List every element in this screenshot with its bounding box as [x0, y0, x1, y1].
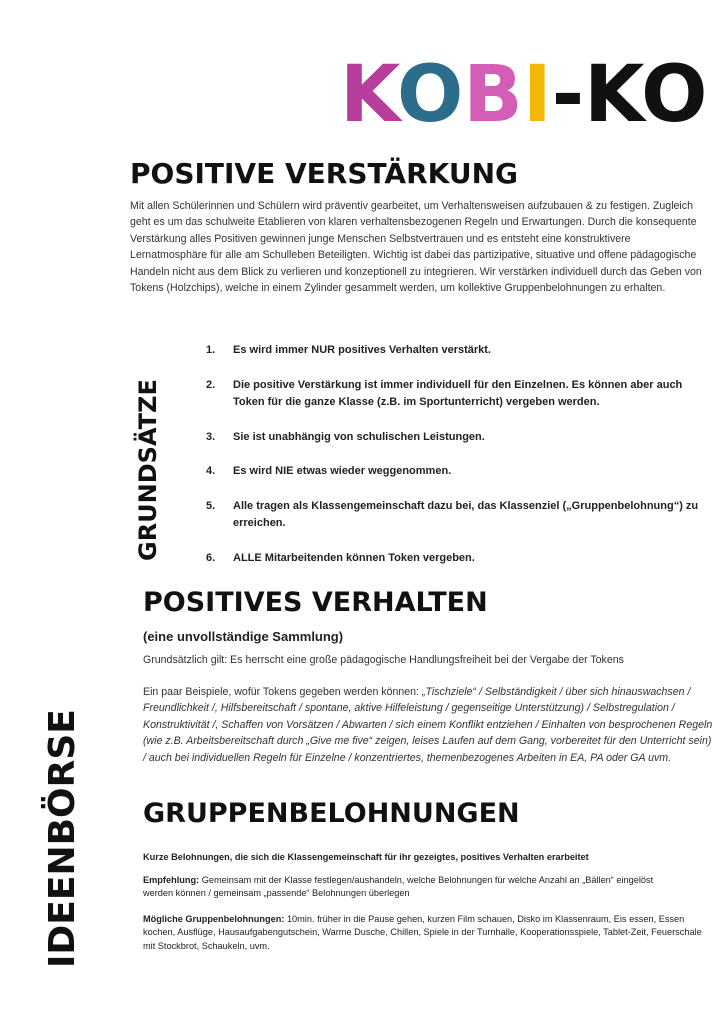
empfehlung-text: Gemeinsam mit der Klasse festlegen/aushandeln, welche Belohnungen für welche Anzahl an „Bällen“ eingelöst werden können / gemeinsam „passende“ Belohnungen überlegen [143, 875, 654, 899]
positive-verstaerkung-heading: POSITIVE VERSTÄRKUNG [130, 157, 519, 190]
list-number: 4. [206, 465, 216, 477]
grundsaetze-vertical-label: GRUNDSÄTZE [134, 379, 162, 561]
gruppenbelohnungen-heading: GRUPPENBELOHNUNGEN [143, 798, 520, 829]
positive-verstaerkung-text: Mit allen Schülerinnen und Schülern wird präventiv gearbeitet, um Verhaltensweisen aufzubauen & zu festigen. Zugleich geht es um das schulweite Etablieren von klaren verhaltensbezogenen Regeln und Erwartungen. Durch die konsequente Verstärkung alles Positiven gewinnen junge Menschen Selbstvertrauen und es entsteht eine konstruktivere Lernatmosphäre für alle am Schulleben Beteiligten. Wichtig ist dabei das partizipative, situative und offene pädagogische Handeln nicht aus dem Blick zu verlieren und konzeptionell zu integrieren. Wir verstärken individuell durch das Geben von Tokens (Holzchips), welche in einem Zylinder gesammelt werden, um kollektive Gruppenbelohnungen zu erhalten. [130, 200, 702, 295]
moegliche-label: Mögliche Gruppenbelohnungen: [143, 914, 285, 924]
list-number: 5. [206, 499, 216, 512]
ideenboerse-vertical-label: IDEENBÖRSE [42, 709, 83, 968]
list-number: 2. [206, 378, 216, 391]
list-text: Sie ist unabhängig von schulischen Leistungen. [233, 430, 485, 443]
list-item [200, 377, 715, 412]
examples-lead: Ein paar Beispiele, wofür Tokens gegeben werden können: [143, 686, 420, 698]
logo-letter: O [396, 50, 464, 140]
kobi-ko-logo [340, 50, 708, 140]
positives-verhalten-subtitle: (eine unvollständige Sammlung) [143, 629, 344, 644]
list-text: Es wird NIE etwas wieder weggenommen. [233, 465, 452, 477]
grundsaetze-list [200, 342, 715, 567]
examples-text: „Tischziele“ / Selbständigkeit / über sich hinauswachsen / Freundlichkeit /, Hilfsbereitschaft / spontane, aktive Hilfeleistung / gegenseitige Unterstützung) / Selbstregulation / Konstruktivität /, Schaffen von Vorsätzen / Abwarten / sich einem Konflikt entziehen / Einhalten von besprochenen Regeln (wie z.B. Arbeitsbereitschaft durch „Give me five“ zeigen, leises Laufen auf dem Gang, vorbereitet für den Unterricht sein) / auch bei individuellen Regeln für Einzelne / konzentriertes, themenbezogenes Arbeiten in EA, PA oder GA uvm. [143, 686, 713, 764]
list-text: Es wird immer NUR positives Verhalten verstärkt. [233, 344, 491, 356]
logo-letter: O [641, 50, 708, 140]
moegliche-paragraph [143, 913, 703, 953]
list-number: 1. [206, 344, 216, 356]
list-text: Alle tragen als Klassengemeinschaft dazu bei, das Klassenziel („Gruppenbelohnung“) zu erreichen. [233, 499, 699, 529]
positives-verhalten-intro: Grundsätzlich gilt: Es herrscht eine große pädagogische Handlungsfreiheit bei der Vergabe der Tokens [143, 654, 624, 666]
logo-letter: K [340, 50, 397, 140]
list-text: Die positive Verstärkung ist immer individuell für den Einzelnen. Es können aber auch Token für die ganze Klasse (z.B. im Sportunterricht) vergeben werden. [233, 378, 683, 408]
gruppenbelohnungen-lead: Kurze Belohnungen, die sich die Klassengemeinschaft für ihr gezeigtes, positives Verhalten erarbeitet [143, 852, 589, 862]
empfehlung-label: Empfehlung: [143, 875, 200, 885]
logo-letter: B [463, 50, 523, 140]
list-number: 6. [206, 551, 216, 564]
empfehlung-paragraph [143, 874, 673, 901]
list-text: ALLE Mitarbeitenden können Token vergeben. [233, 551, 475, 564]
list-item [200, 429, 715, 447]
list-item [200, 550, 715, 568]
positives-verhalten-examples [143, 684, 713, 766]
logo-letter: - [551, 50, 585, 140]
positives-verhalten-heading: POSITIVES VERHALTEN [143, 587, 488, 618]
list-item [200, 342, 715, 360]
logo-letter: K [584, 50, 642, 140]
logo-letter: I [522, 50, 552, 140]
list-item [200, 463, 715, 481]
moegliche-text: 10min. früher in die Pause gehen, kurzen Film schauen, Disko im Klassenraum, Eis essen, Essen kochen, Ausflüge, Hausaufgabengutschein, Warme Dusche, Chillen, Spiele in der Turnhalle, Kooperationsspiele, Tablet-Zeit, Feuerschale mit Stockbrot, Schaukeln, uvm. [143, 914, 702, 951]
list-item [200, 498, 715, 533]
list-number: 3. [206, 430, 216, 443]
